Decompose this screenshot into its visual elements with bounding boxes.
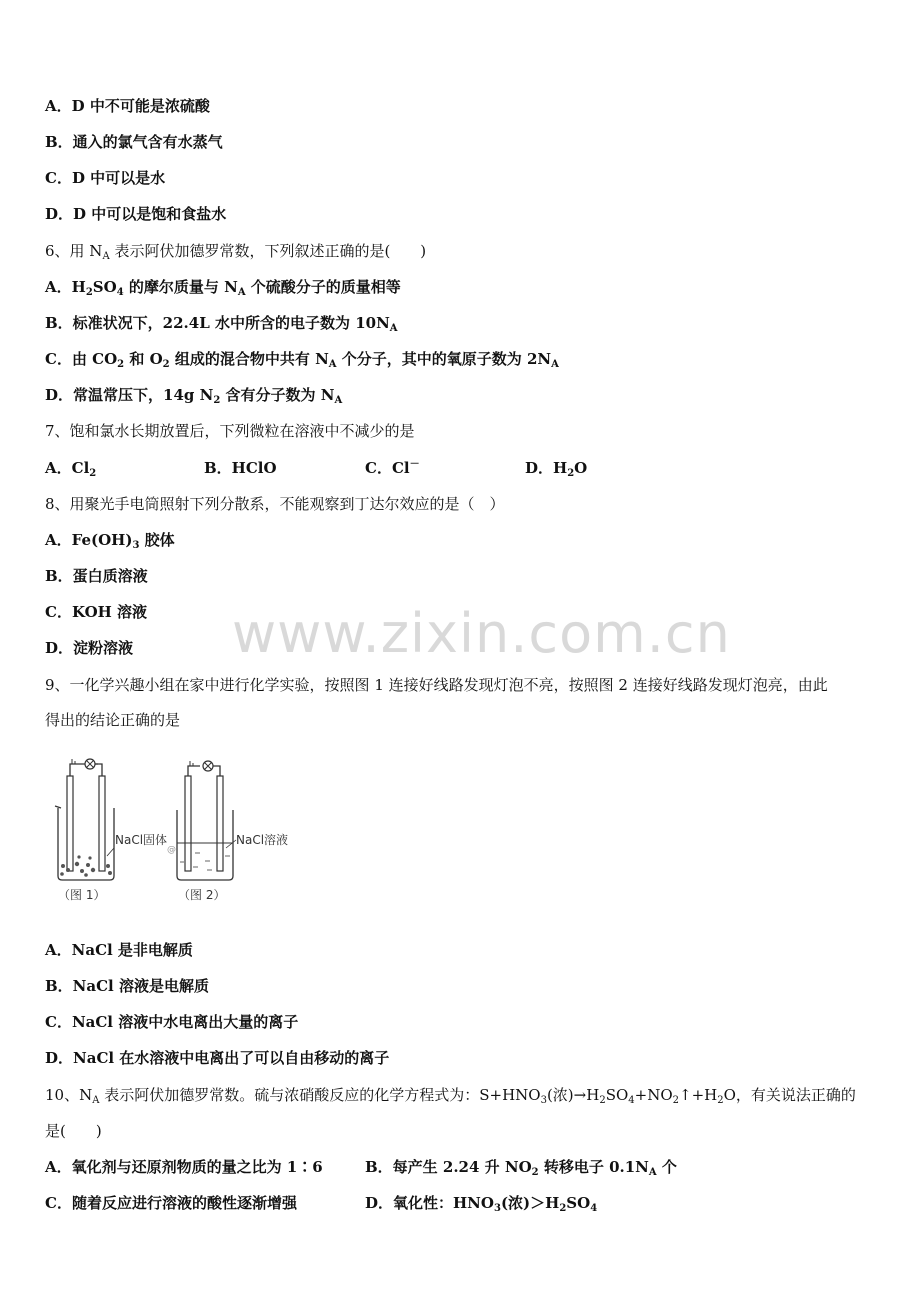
q8-option-b: B．蛋白质溶液 [45,567,148,585]
q8-option-c: C．KOH 溶液 [45,603,148,621]
label-nacl-solid: NaCl固体 [115,833,168,847]
q6-option-b: B．标准状况下，22.4L 水中所含的电子数为 $10N_A$ [45,314,398,334]
q9-option-d: D．NaCl 在水溶液中电离出了可以自由移动的离子 [45,1049,390,1067]
caption-figure-2: （图 2） [178,888,226,902]
conductivity-figure [50,758,300,908]
q7-stem: 7、饱和氯水长期放置后，下列微粒在溶液中不减少的是 [45,422,415,440]
watermark: www.zixin.com.cn [232,602,731,665]
q7-option-b: B．HClO [204,459,277,477]
q5-option-c: C．D 中可以是水 [45,169,166,187]
q6-option-a: A．$H_2SO_4$ 的摩尔质量与 $N_A$ 个硫酸分子的质量相等 [45,278,401,298]
q10-stem-line2: 是( ) [45,1122,102,1140]
q9-option-c: C．NaCl 溶液中水电离出大量的离子 [45,1013,299,1031]
q10-stem-line1: 10、$N_A$ 表示阿伏加德罗常数。硫与浓硝酸反应的化学方程式为：$S+HNO_3$(浓)$\to H_2SO_4+NO_2↑+H_2O$，有关说法正确的 [45,1086,856,1106]
q10-option-c: C．随着反应进行溶液的酸性逐渐增强 [45,1194,297,1212]
q9-stem-line1: 9、一化学兴趣小组在家中进行化学实验，按照图 1 连接好线路发现灯泡不亮，按照图 2 连接好线路发现灯泡亮，由此 [45,676,828,694]
q6-stem: 6、用 $N_A$ 表示阿伏加德罗常数，下列叙述正确的是( ) [45,242,427,262]
q7-option-c: C．Cl－ [365,459,420,477]
q9-option-a: A．NaCl 是非电解质 [45,941,193,959]
q5-option-d: D．D 中可以是饱和食盐水 [45,205,227,223]
q5-option-a: A．D 中不可能是浓硫酸 [45,97,210,115]
figure-2 [167,761,288,902]
q7-option-d: D．$H_2O$ [525,459,588,479]
q8-option-a: A．$Fe(OH)_3$ 胶体 [45,531,175,551]
q10-option-a: A．氧化剂与还原剂物质的量之比为 1∶6 [45,1158,323,1176]
q10-option-d: D．氧化性：$HNO_3$(浓)$>H_2SO_4$ [365,1194,598,1214]
q9-stem-line2: 得出的结论正确的是 [45,711,181,729]
q9-option-b: B．NaCl 溶液是电解质 [45,977,209,995]
q8-stem: 8、用聚光手电筒照射下列分散系，不能观察到丁达尔效应的是（ ） [45,495,505,513]
q5-option-b: B．通入的氯气含有水蒸气 [45,133,223,151]
q6-option-d: D．常温常压下，14g $N_2$ 含有分子数为 $N_A$ [45,386,343,406]
q6-option-c: C．由 $CO_2$ 和 $O_2$ 组成的混合物中共有 $N_A$ 个分子，其中的氧原子数为 $2N_A$ [45,350,559,370]
figure-1 [55,759,167,902]
caption-figure-1: （图 1） [58,888,106,902]
q10-option-b: B．每产生 2.24 升 $NO_2$ 转移电子 $0.1N_A$ 个 [365,1158,677,1178]
svg-text:@: @ [167,845,176,855]
label-nacl-solution: NaCl溶液 [236,833,289,847]
q8-option-d: D．淀粉溶液 [45,639,134,657]
beaker-diagram [50,758,300,908]
q7-option-a: A．$Cl_2$ [45,459,97,479]
